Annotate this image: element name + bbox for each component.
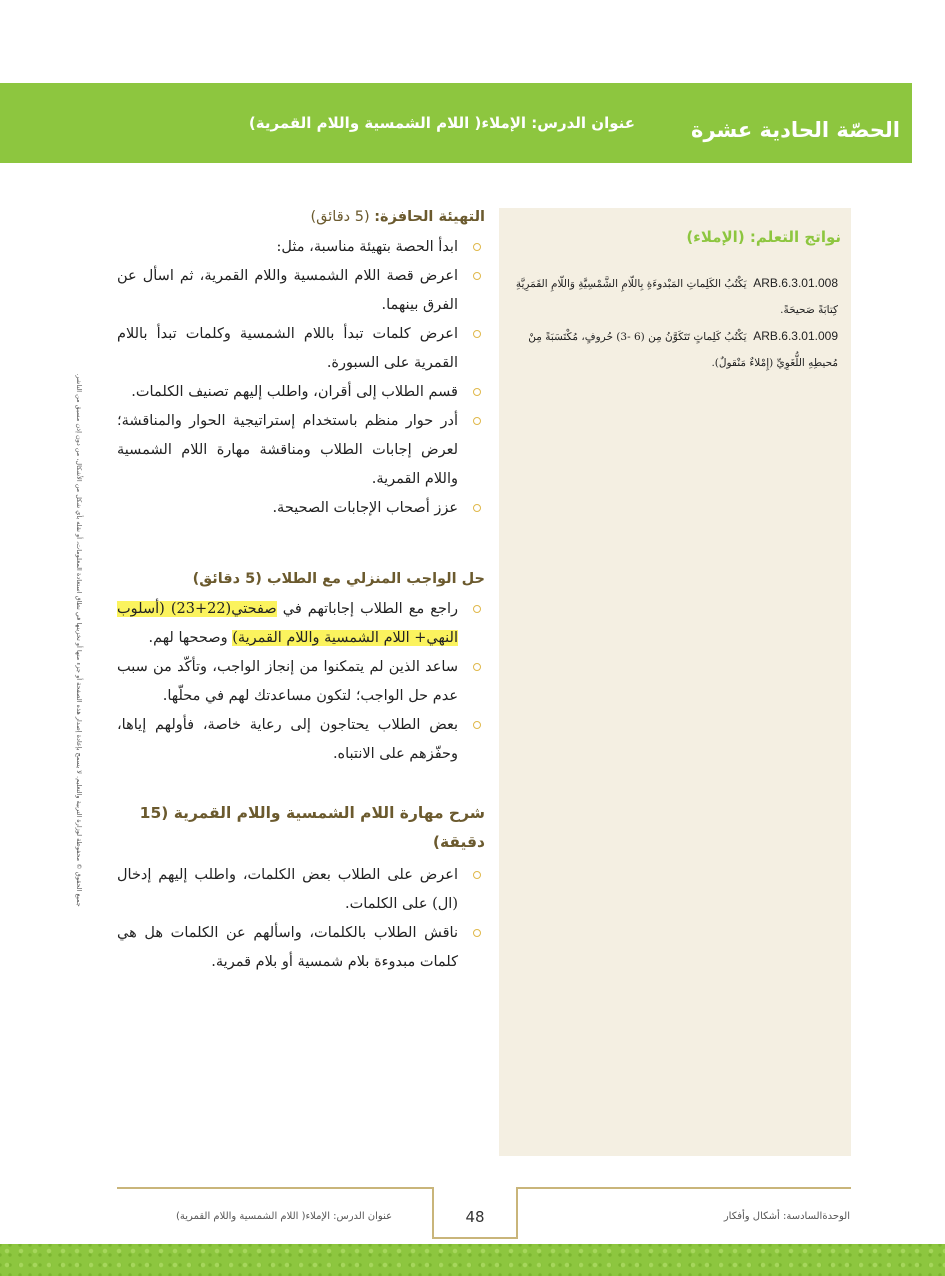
- list-item: اعرض على الطلاب بعض الكلمات، واطلب إليهم إدخال (ال) على الكلمات.: [117, 861, 485, 919]
- list-item: ساعد الذين لم يتمكنوا من إنجاز الواجب، وتأكّد من سبب عدم حل الواجب؛ لتكون مساعدتك لهم في محلّها.: [117, 653, 485, 711]
- warmup-list: [117, 233, 485, 523]
- lesson-number: الحصّة الحادية عشرة: [691, 118, 900, 142]
- section-title: شرح مهارة اللام الشمسية واللام القمرية (15 دقيقة): [139, 804, 485, 851]
- list-item: ابدأ الحصة بتهيئة مناسبة، مثل:: [117, 233, 485, 262]
- lesson-plan: [117, 205, 485, 977]
- section-title: حل الواجب المنزلي مع الطلاب (5 دقائق): [192, 571, 485, 587]
- outcome-item: ARB.6.3.01.008 يَكْتُبُ الكَلِماتِ المَبْدوءَةِ بِاللّامِ الشَّمْسِيَّةِ وَاللّامِ القَمَرِيَّةِ كِتابَةً صَحيحَةً.: [515, 276, 838, 316]
- list-item: ناقش الطلاب بالكلمات، واسألهم عن الكلمات هل هي كلمات مبدوءة بلام شمسية أو بلام قمرية.: [117, 919, 485, 977]
- list-item: اعرض كلمات تبدأ باللام الشمسية وكلمات تبدأ باللام القمرية على السبورة.: [117, 320, 485, 378]
- footer-rule: [518, 1187, 851, 1189]
- footer-lesson: عنوان الدرس: الإملاء( اللام الشمسية واللام القمرية): [176, 1211, 393, 1222]
- footer-unit: الوحدةالسادسة: أشكال وأفكار: [723, 1211, 850, 1222]
- footer-band: [0, 1244, 945, 1276]
- section-title: التهيئة الحافزة: (5 دقائق): [310, 209, 485, 225]
- list-item: بعض الطلاب يحتاجون إلى رعاية خاصة، فأولهم إياها، وحفّزهم على الانتباه.: [117, 711, 485, 769]
- list-item: أدر حوار منظم باستخدام إستراتيجية الحوار والمناقشة؛ لعرض إجابات الطلاب ومناقشة مهارة اللام الشمسية واللام القمرية.: [117, 407, 485, 494]
- list-item: عزز أصحاب الإجابات الصحيحة.: [117, 494, 485, 523]
- outcome-item: ARB.6.3.01.009 يَكْتُبُ كَلِماتٍ تَتَكَوَّنُ مِن (6 -3) حُروفٍ، مُكْتَسَبَةً مِنْ مُحيطِهِ اللُّغَوِيِّ (إِمْلاءٌ مَنْقولٌ).: [528, 329, 838, 369]
- lesson-title: عنوان الدرس: الإملاء( اللام الشمسية واللام القمرية): [248, 114, 635, 132]
- copyright-notice: جميع الحقوق © محفوظة لوزارة التربية والتعليم. لا يسمح بإعادة إصدار هذه الصفحة أو جزء منها أو تخزينها في نطاق استعادة المعلومات، أو نقله بأي شكل من الأشكال، من دون إذن مسبق من الناشر.: [75, 373, 83, 907]
- homework-list: [117, 595, 485, 769]
- outcomes-list: [508, 270, 838, 376]
- highlighted-pages: صفحتي(22+23) (أسلوب النهي+ اللام الشمسية واللام القمرية): [117, 601, 458, 646]
- list-item: راجع مع الطلاب إجاباتهم في صفحتي(22+23) (أسلوب النهي+ اللام الشمسية واللام القمرية) وصححها لهم.: [117, 595, 485, 653]
- outcomes-title: نواتج التعلم: (الإملاء): [686, 228, 841, 246]
- list-item: قسم الطلاب إلى أقران، واطلب إليهم تصنيف الكلمات.: [117, 378, 485, 407]
- explanation-list: [117, 861, 485, 977]
- list-item: اعرض قصة اللام الشمسية واللام القمرية، ثم اسأل عن الفرق بينهما.: [117, 262, 485, 320]
- page-number: 48: [465, 1208, 485, 1226]
- footer-rule: [117, 1187, 432, 1189]
